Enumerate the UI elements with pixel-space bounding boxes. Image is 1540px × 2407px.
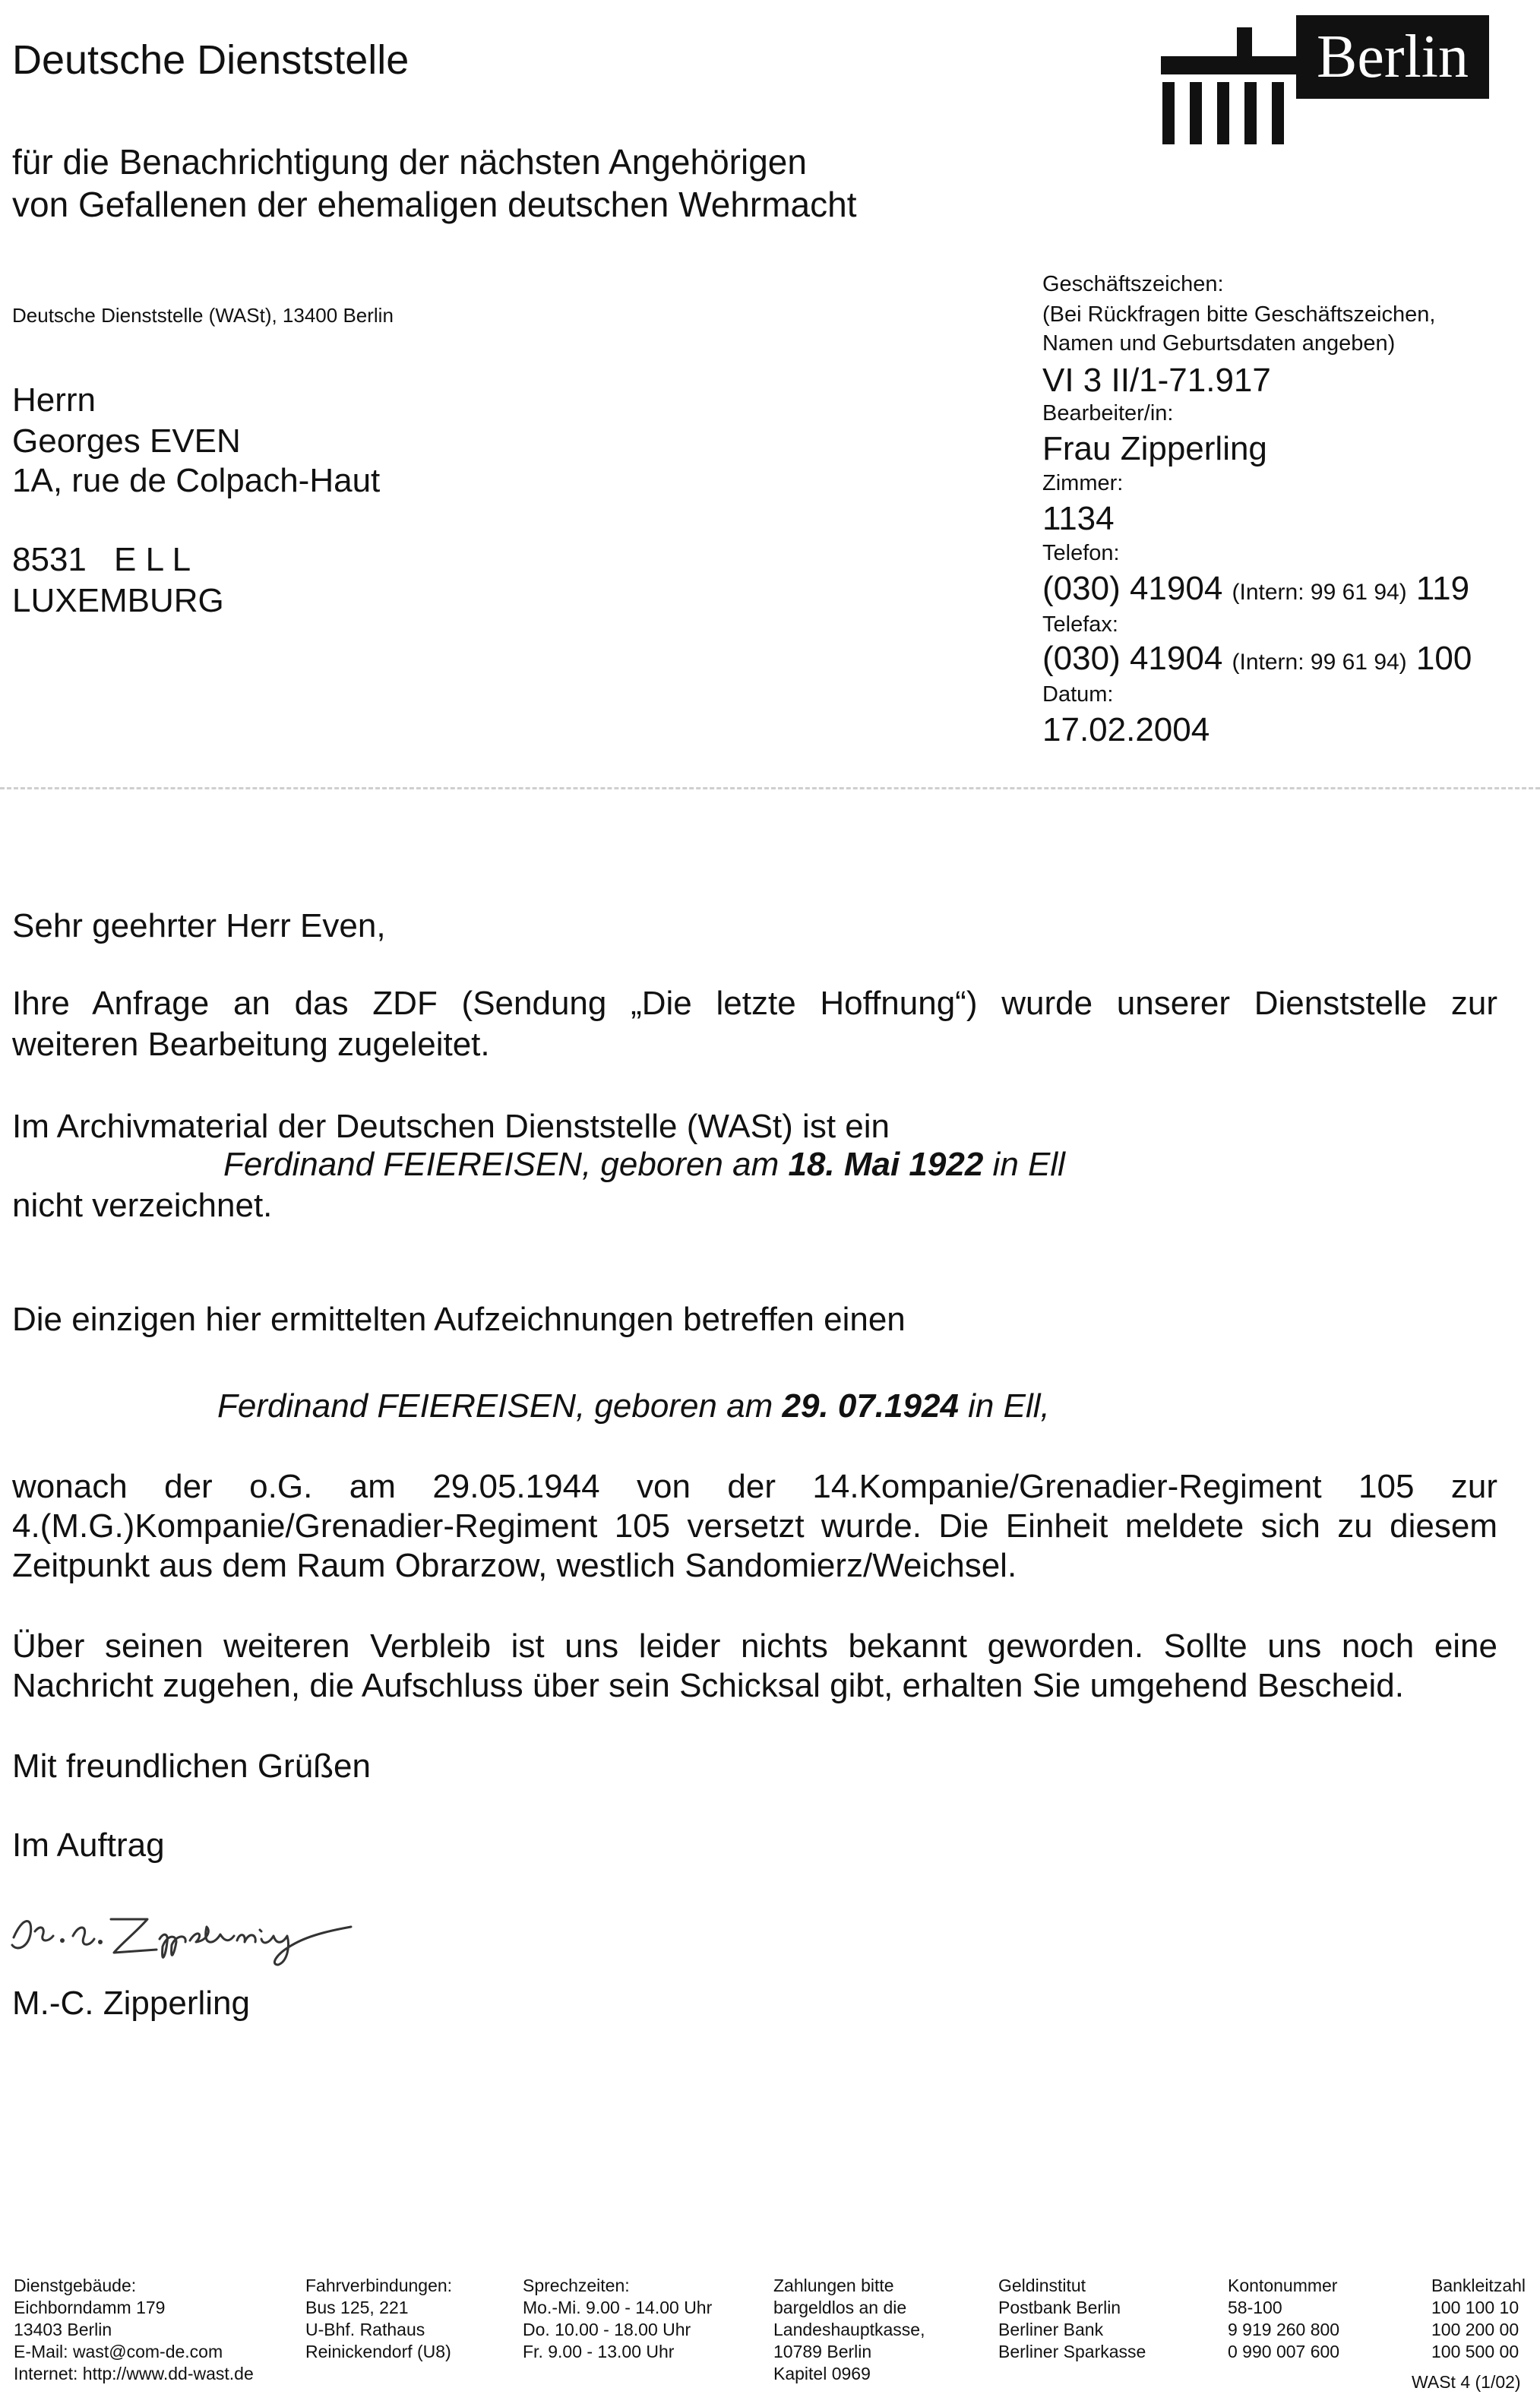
logo-gate-column [1190,82,1202,144]
room-number: 1134 [1042,500,1115,537]
footer-bank-3: Berliner Sparkasse [998,2342,1146,2361]
paragraph-4-line-3: Zeitpunkt aus dem Raum Obrarzow, westlich Sandomierz/Weichsel. [12,1547,1017,1584]
fold-line [0,787,1540,789]
room-label: Zimmer: [1042,471,1124,495]
signer-name: M.-C. Zipperling [12,1985,250,2022]
fax-number [1042,640,1472,678]
recipient-name: Georges EVEN [12,422,241,460]
footer-kontonummer-heading: Kontonummer [1228,2276,1338,2295]
paragraph-5-line-1: Über seinen weiteren Verbleib ist uns leider nichts bekannt geworden. Sollte uns noch eine [12,1627,1497,1665]
footer-dienstgebaeude-heading: Dienstgebäude: [14,2276,137,2295]
person-not-found-place: in Ell [983,1146,1065,1183]
handler-label: Bearbeiter/in: [1042,401,1174,425]
logo-gate-column [1244,82,1257,144]
footer-hours-thu: Do. 10.00 - 18.00 Uhr [523,2320,691,2339]
logo-gate-beam [1161,56,1296,74]
footer-bus: Bus 125, 221 [305,2298,409,2317]
recipient-city: E L L [114,541,191,578]
form-code: WASt 4 (1/02) [1412,2372,1521,2392]
footer-fahrverbindungen-heading: Fahrverbindungen: [305,2276,453,2295]
person-found-place: in Ell, [958,1387,1050,1425]
footer-ubahn-line: Reinickendorf (U8) [305,2342,451,2361]
footer-account-2: 9 919 260 800 [1228,2320,1340,2339]
fax-label: Telefax: [1042,612,1118,637]
reference-note-line-1: (Bei Rückfragen bitte Geschäftszeichen, [1042,302,1436,327]
recipient-country: LUXEMBURG [12,582,224,619]
recipient-postcode: 8531 [12,541,87,578]
paragraph-5-line-2: Nachricht zugehen, die Aufschluss über sein Schicksal gibt, erhalten Sie umgehend Bescheid. [12,1667,1404,1704]
footer-bank-1: Postbank Berlin [998,2298,1121,2317]
paragraph-4-line-1: wonach der o.G. am 29.05.1944 von der 14.Kompanie/Grenadier-Regiment 105 zur [12,1468,1497,1505]
fax-main: (030) 41904 [1042,640,1223,677]
reference-number: VI 3 II/1-71.917 [1042,362,1271,399]
paragraph-4-line-2: 4.(M.G.)Kompanie/Grenadier-Regiment 105 versetzt wurde. Die Einheit meldete sich zu diesem [12,1507,1497,1545]
footer-sprechzeiten-heading: Sprechzeiten: [523,2276,630,2295]
reference-label: Geschäftszeichen: [1042,272,1224,296]
logo-wordmark: Berlin [1317,24,1469,90]
footer-dienstgebaeude-city: 13403 Berlin [14,2320,112,2339]
phone-main: (030) 41904 [1042,570,1223,607]
footer-ubahn: U-Bhf. Rathaus [305,2320,425,2339]
footer-bank-2: Berliner Bank [998,2320,1104,2339]
person-found-birthdate: 29. 07.1924 [782,1387,959,1425]
footer-sprechzeiten [523,2275,712,2363]
organization-subtitle-line-2: von Gefallenen der ehemaligen deutschen Wehrmacht [12,185,857,224]
logo-wordmark-box [1296,15,1489,99]
person-found-name: Ferdinand FEIEREISEN, geboren am [217,1387,783,1425]
footer-blz-1: 100 100 10 [1431,2298,1519,2317]
footer-zahlungen-line-5: Kapitel 0969 [773,2364,871,2383]
footer-zahlungen-line-2: bargeldlos an die [773,2298,907,2317]
footer-website: Internet: http://www.dd-wast.de [14,2364,254,2383]
footer-email: E-Mail: wast@com-de.com [14,2342,223,2361]
handwritten-signature [8,1901,365,1969]
footer-zahlungen-line-1: Zahlungen bitte [773,2276,894,2295]
fax-extension: 100 [1415,640,1472,677]
footer-dienstgebaeude-street: Eichborndamm 179 [14,2298,166,2317]
footer-geldinstitut-heading: Geldinstitut [998,2276,1086,2295]
person-not-found [223,1146,1065,1184]
reference-note-line-2: Namen und Geburtsdaten angeben) [1042,331,1396,356]
phone-label: Telefon: [1042,541,1120,565]
footer-dienstgebaeude [14,2275,254,2385]
fax-internal: (Intern: 99 61 94) [1232,650,1407,675]
paragraph-3-line-1: Die einzigen hier ermittelten Aufzeichnungen betreffen einen [12,1301,906,1338]
handler-name: Frau Zipperling [1042,430,1267,467]
paragraph-1-line-1: Ihre Anfrage an das ZDF (Sendung „Die letzte Hoffnung“) wurde unserer Dienststelle zur [12,985,1497,1022]
footer-account-1: 58-100 [1228,2298,1282,2317]
letter-date: 17.02.2004 [1042,711,1210,748]
person-not-found-birthdate: 18. Mai 1922 [788,1146,984,1183]
sender-return-address: Deutsche Dienststelle (WASt), 13400 Berlin [12,304,394,327]
date-label: Datum: [1042,682,1114,707]
phone-number [1042,570,1469,608]
footer-zahlungen-line-4: 10789 Berlin [773,2342,872,2361]
closing: Mit freundlichen Grüßen [12,1748,371,1785]
footer-fahrverbindungen [305,2275,452,2363]
im-auftrag: Im Auftrag [12,1827,165,1864]
person-not-found-name: Ferdinand FEIEREISEN, geboren am [223,1146,789,1183]
footer-bankleitzahl [1431,2275,1526,2363]
footer-account-3: 0 990 007 600 [1228,2342,1340,2361]
paragraph-1-line-2: weiteren Bearbeitung zugeleitet. [12,1026,490,1063]
logo-quadriga-mark [1237,27,1252,56]
logo-gate-column [1162,82,1175,144]
footer-blz-2: 100 200 00 [1431,2320,1519,2339]
logo-gate-column [1217,82,1229,144]
footer-hours-mon-wed: Mo.-Mi. 9.00 - 14.00 Uhr [523,2298,713,2317]
berlin-logo [1161,15,1489,129]
phone-extension: 119 [1415,570,1470,607]
footer-bankleitzahl-heading: Bankleitzahl [1431,2276,1526,2295]
footer-blz-3: 100 500 00 [1431,2342,1519,2361]
footer-zahlungen-line-3: Landeshauptkasse, [773,2320,925,2339]
footer-zahlungen [773,2275,925,2385]
organization-name: Deutsche Dienststelle [12,37,410,83]
footer-kontonummer [1228,2275,1339,2363]
person-found [217,1387,1050,1425]
recipient-street: 1A, rue de Colpach-Haut [12,462,381,499]
phone-internal: (Intern: 99 61 94) [1232,580,1407,605]
organization-subtitle-line-1: für die Benachrichtigung der nächsten Angehörigen [12,142,807,182]
paragraph-2-line-1: Im Archivmaterial der Deutschen Dienststelle (WASt) ist ein [12,1108,890,1145]
logo-gate-column [1272,82,1284,144]
letter-greeting: Sehr geehrter Herr Even, [12,907,386,944]
footer-hours-fri: Fr. 9.00 - 13.00 Uhr [523,2342,675,2361]
paragraph-2-line-3: nicht verzeichnet. [12,1187,273,1224]
recipient-salutation: Herrn [12,381,96,419]
footer-geldinstitut [998,2275,1146,2363]
